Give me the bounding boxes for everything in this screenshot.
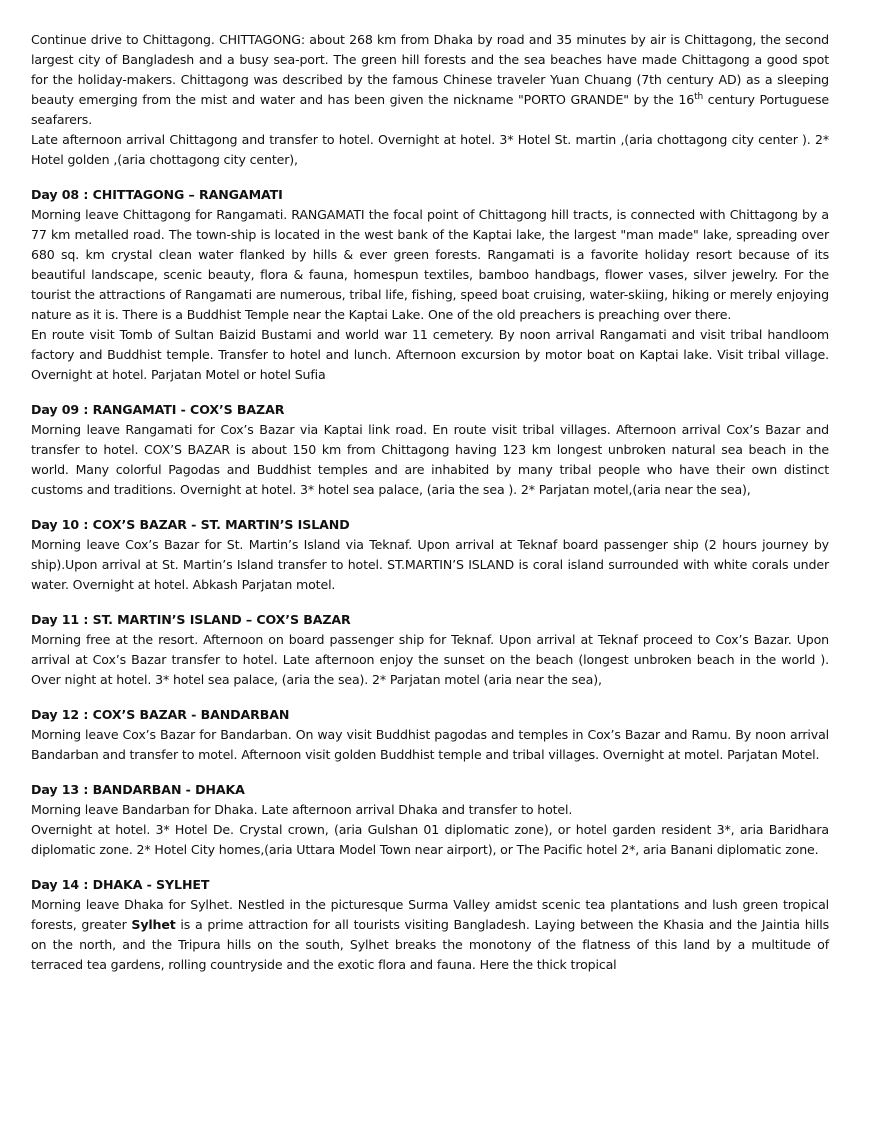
day-label: Day 08 xyxy=(31,187,80,202)
day-route: ST. MARTIN’S ISLAND – COX’S BAZAR xyxy=(92,612,351,627)
day-paragraph: En route visit Tomb of Sultan Baizid Bustami and world war 11 cemetery. By noon arrival Rangamati and visit tribal handloom factory and Buddhist temple. Transfer to hotel and lunch. Afternoon excursion by motor boat on Kaptai lake. Visit tribal village. Overnight at hotel. Parjatan Motel or hotel Sufia xyxy=(31,327,829,382)
day-heading: Day 11 : ST. MARTIN’S ISLAND – COX’S BAZAR xyxy=(31,612,351,627)
itinerary-page xyxy=(31,30,829,975)
day-route: CHITTAGONG – RANGAMATI xyxy=(92,187,283,202)
intro-text-b: century Portuguese seafarers. xyxy=(31,92,829,127)
day-paragraph: Morning leave Cox’s Bazar for St. Martin’s Island via Teknaf. Upon arrival at Teknaf board passenger ship (2 hours journey by ship).Upon arrival at St. Martin’s Island transfer to hotel. ST.MARTIN’S ISLAND is coral island surrounded with white corals under water. Overnight at hotel. Abkash Parjatan motel. xyxy=(31,537,829,592)
day-paragraph: Morning leave Rangamati for Cox’s Bazar via Kaptai link road. En route visit tribal villages. Afternoon arrival Cox’s Bazar and transfer to hotel. COX’S BAZAR is about 150 km from Chittagong having 123 km longest unbroken natural sea beach in the world. Many colorful Pagodas and Buddhist temples and are inhabited by many tribal people who have their own distinct customs and traditions. Overnight at hotel. 3* hotel sea palace, (aria the sea ). 2* Parjatan motel,(aria near the sea), xyxy=(31,422,829,497)
day-section xyxy=(31,610,829,690)
day-section xyxy=(31,185,829,385)
day-label: Day 14 xyxy=(31,877,80,892)
day-paragraph xyxy=(31,895,829,975)
day-paragraph: Overnight at hotel. 3* Hotel De. Crystal crown, (aria Gulshan 01 diplomatic zone), or hotel garden resident 3*, aria Baridhara diplomatic zone. 2* Hotel City homes,(aria Uttara Model Town near airport), or The Pacific hotel 2*, aria Banani diplomatic zone. xyxy=(31,822,829,857)
day-route: COX’S BAZAR - BANDARBAN xyxy=(92,707,290,722)
intro-text-a: Continue drive to Chittagong. CHITTAGONG: about 268 km from Dhaka by road and 35 minutes by air is Chittagong, the second largest city of Bangladesh and a busy sea-port. The green hill forests and the sea beaches have made Chittagong a good spot for the holiday-makers. Chittagong was described by the famous Chinese traveler Yuan Chuang (7th century AD) as a sleeping beauty emerging from the mist and water and has been given the nickname "PORTO GRANDE" by the 16 xyxy=(31,32,829,107)
intro-paragraph xyxy=(31,30,829,130)
day-label: Day 12 xyxy=(31,707,80,722)
day-heading: Day 08 : CHITTAGONG – RANGAMATI xyxy=(31,187,283,202)
day-paragraph: Morning leave Bandarban for Dhaka. Late afternoon arrival Dhaka and transfer to hotel. xyxy=(31,802,573,817)
day-paragraph: Morning leave Cox’s Bazar for Bandarban. On way visit Buddhist pagodas and temples in Cox’s Bazar and Ramu. By noon arrival Bandarban and transfer to motel. Afternoon visit golden Buddhist temple and tribal villages. Overnight at motel. Parjatan Motel. xyxy=(31,727,829,762)
intro-ordinal-suffix: th xyxy=(694,92,703,102)
day-section xyxy=(31,515,829,595)
day-route: DHAKA - SYLHET xyxy=(92,877,210,892)
day-heading: Day 14 : DHAKA - SYLHET xyxy=(31,877,210,892)
day-section xyxy=(31,780,829,860)
day-label: Day 11 xyxy=(31,612,80,627)
day-route: COX’S BAZAR - ST. MARTIN’S ISLAND xyxy=(92,517,350,532)
day-heading: Day 09 : RANGAMATI - COX’S BAZAR xyxy=(31,402,285,417)
day-paragraph: Morning free at the resort. Afternoon on board passenger ship for Teknaf. Upon arrival at Teknaf proceed to Cox’s Bazar. Upon arrival at Cox’s Bazar transfer to hotel. Late afternoon enjoy the sunset on the beach (longest unbroken beach in the world ). Over night at hotel. 3* hotel sea palace, (aria the sea). 2* Parjatan motel (aria near the sea), xyxy=(31,632,829,687)
day-paragraph: Morning leave Chittagong for Rangamati. RANGAMATI the focal point of Chittagong hill tracts, is connected with Chittagong by a 77 km metalled road. The town-ship is located in the west bank of the Kaptai lake, the largest "man made" lake, spreading over 680 sq. km crystal clean water flanked by hills & ever green forests. Rangamati is a favorite holiday resort because of its beautiful landscape, scenic beauty, flora & fauna, homespun textiles, bamboo handbags, flower vases, silver jewelry. For the tourist the attractions of Rangamati are numerous, tribal life, fishing, speed boat cruising, water-skiing, hiking or merely enjoying nature as it is. There is a Buddhist Temple near the Kaptai Lake. One of the old preachers is preaching over there. xyxy=(31,207,829,322)
day-heading: Day 13 : BANDARBAN - DHAKA xyxy=(31,782,245,797)
day-label: Day 10 xyxy=(31,517,80,532)
day-label: Day 09 xyxy=(31,402,80,417)
day-route: BANDARBAN - DHAKA xyxy=(92,782,245,797)
day-section xyxy=(31,400,829,500)
day-route: RANGAMATI - COX’S BAZAR xyxy=(92,402,285,417)
day-label: Day 13 xyxy=(31,782,80,797)
sylhet-emphasis: Sylhet xyxy=(131,917,176,932)
intro-hotel-paragraph: Late afternoon arrival Chittagong and transfer to hotel. Overnight at hotel. 3* Hotel St. martin ,(aria chottagong city center ). 2* Hotel golden ,(aria chottagong city center), xyxy=(31,132,829,167)
day-section xyxy=(31,705,829,765)
day-section xyxy=(31,875,829,975)
day-heading: Day 10 : COX’S BAZAR - ST. MARTIN’S ISLAND xyxy=(31,517,350,532)
day14-text-b: is a prime attraction for all tourists visiting Bangladesh. Laying between the Khasia and the Jaintia hills on the north, and the Tripura hills on the south, Sylhet breaks the monotony of the flatness of this land by a multitude of terraced tea gardens, rolling countryside and the exotic flora and fauna. Here the thick tropical xyxy=(31,917,829,972)
day14-text-a: Morning leave Dhaka for Sylhet. Nestled in the picturesque Surma Valley amidst scenic tea plantations and lush green tropical forests, greater xyxy=(31,897,829,932)
day-heading: Day 12 : COX’S BAZAR - BANDARBAN xyxy=(31,707,290,722)
